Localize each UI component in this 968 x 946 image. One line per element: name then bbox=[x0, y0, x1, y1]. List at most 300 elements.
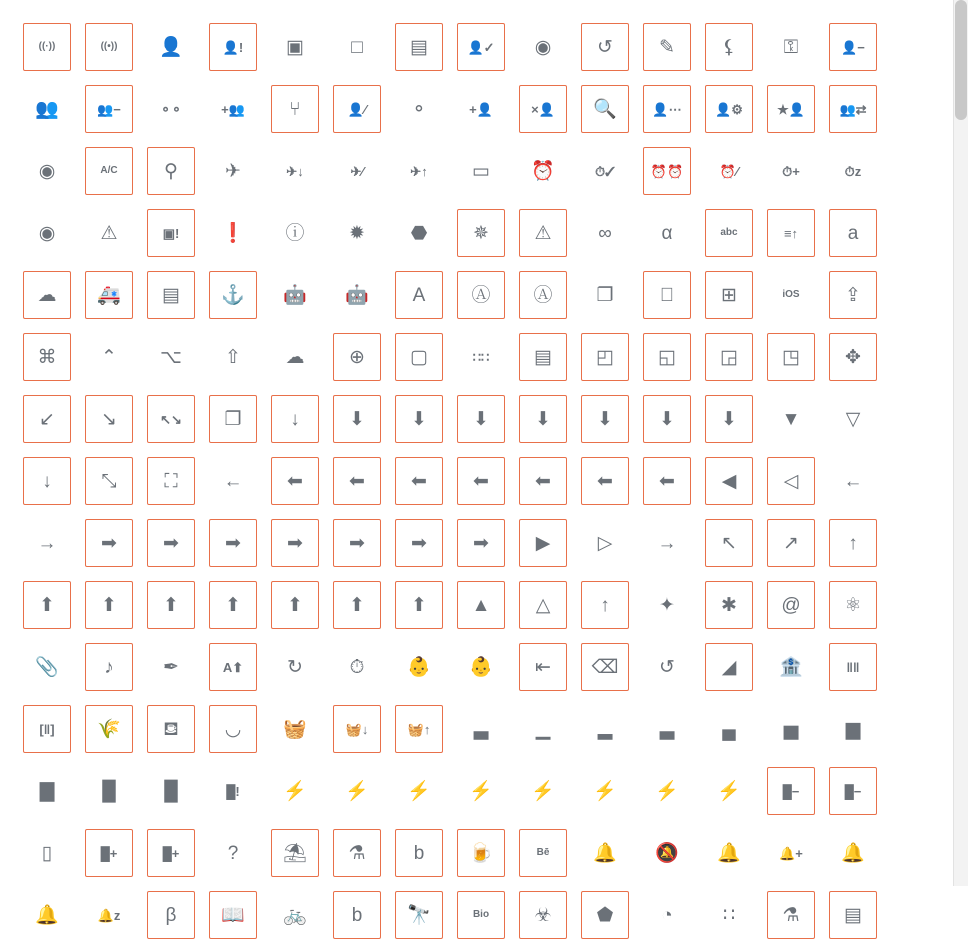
altimeter-icon[interactable] bbox=[767, 209, 815, 257]
arrow-left-drop-circle-icon[interactable] bbox=[705, 457, 753, 505]
bandcamp-icon-glyph: ◢ bbox=[721, 656, 737, 678]
arrow-down-bold-circle-outline-icon[interactable] bbox=[581, 395, 629, 443]
amazon-clouddrive-icon[interactable] bbox=[23, 271, 71, 319]
battery-unknown-icon[interactable] bbox=[209, 829, 257, 877]
black-mesa-icon[interactable] bbox=[643, 891, 691, 939]
bitbucket-icon[interactable] bbox=[581, 891, 629, 939]
arrow-up-box-icon-glyph: ⬆ bbox=[411, 594, 427, 616]
bell-off-icon[interactable] bbox=[643, 829, 691, 877]
access-point-icon-glyph: ((•)) bbox=[100, 41, 118, 52]
account-icon[interactable] bbox=[147, 23, 195, 71]
beta-icon-glyph: β bbox=[165, 904, 177, 926]
account-switch-icon-glyph: 👥⇄ bbox=[839, 101, 867, 117]
account-key-icon[interactable] bbox=[767, 23, 815, 71]
arrow-right-drop-circle-icon[interactable] bbox=[519, 519, 567, 567]
bing-icon[interactable] bbox=[333, 891, 381, 939]
arrow-right-icon[interactable] bbox=[23, 519, 71, 567]
ambulance-icon[interactable] bbox=[85, 271, 133, 319]
vertical-scrollbar[interactable] bbox=[953, 0, 968, 886]
arrow-top-right-icon-glyph: ↗ bbox=[783, 532, 799, 554]
atom-icon[interactable] bbox=[829, 581, 877, 629]
alert-box-icon[interactable] bbox=[147, 209, 195, 257]
battery-charging-60-icon[interactable] bbox=[581, 767, 629, 815]
account-convert-icon[interactable] bbox=[581, 23, 629, 71]
account-settings-variant-icon[interactable] bbox=[643, 85, 691, 133]
account-remove-icon[interactable] bbox=[519, 85, 567, 133]
behance-icon[interactable] bbox=[519, 829, 567, 877]
backup-restore-icon[interactable] bbox=[643, 643, 691, 691]
airplane-icon[interactable] bbox=[209, 147, 257, 195]
amplifier-icon[interactable] bbox=[147, 271, 195, 319]
all-inclusive-icon[interactable] bbox=[581, 209, 629, 257]
arrange-send-backward-icon[interactable] bbox=[705, 333, 753, 381]
arrow-left-drop-circle-icon-glyph: ◀ bbox=[721, 470, 737, 492]
alert-icon[interactable] bbox=[85, 209, 133, 257]
account-plus-icon-glyph: +👤 bbox=[469, 101, 493, 117]
arrow-down-bold-icon[interactable] bbox=[333, 395, 381, 443]
apple-keyboard-option-icon[interactable] bbox=[147, 333, 195, 381]
arrow-up-thick-icon[interactable] bbox=[581, 581, 629, 629]
attachment-icon[interactable] bbox=[23, 643, 71, 691]
account-group-icon[interactable] bbox=[705, 23, 753, 71]
account-switch-icon[interactable] bbox=[829, 85, 877, 133]
amazon-icon[interactable] bbox=[829, 209, 877, 257]
blinds-icon[interactable] bbox=[829, 891, 877, 939]
battery-70-icon[interactable] bbox=[23, 767, 71, 815]
battery-charging-20-icon[interactable] bbox=[395, 767, 443, 815]
album-icon-glyph: ◉ bbox=[38, 222, 56, 244]
basket-unfill-icon[interactable] bbox=[395, 705, 443, 753]
amazon-clouddrive-icon-glyph: ☁ bbox=[37, 284, 57, 306]
alarm-multiple-icon[interactable] bbox=[643, 147, 691, 195]
account-off-icon-glyph: 👤∕ bbox=[347, 101, 367, 117]
bell-ring-icon[interactable] bbox=[829, 829, 877, 877]
battery-90-icon-glyph: █ bbox=[164, 780, 178, 802]
arrow-down-drop-circle-icon[interactable] bbox=[767, 395, 815, 443]
account-group-icon-glyph: ⚸ bbox=[722, 36, 736, 58]
adjust-icon[interactable] bbox=[23, 147, 71, 195]
av-timer-icon[interactable] bbox=[333, 643, 381, 691]
apple-ios-icon[interactable] bbox=[705, 271, 753, 319]
battery-minus-icon[interactable] bbox=[767, 767, 815, 815]
bell-ring-icon-glyph: 🔔 bbox=[841, 842, 865, 864]
arrow-up-bold-circle-outline-icon-glyph: ⬆ bbox=[287, 594, 303, 616]
apple-finder-icon-glyph: ❐ bbox=[596, 284, 614, 306]
battery-outline-icon-glyph: ▯ bbox=[41, 842, 53, 864]
arrow-collapse-icon[interactable] bbox=[147, 395, 195, 443]
beta-icon[interactable] bbox=[147, 891, 195, 939]
barley-icon[interactable] bbox=[85, 705, 133, 753]
account-minus-icon[interactable] bbox=[829, 23, 877, 71]
anchor-icon[interactable] bbox=[209, 271, 257, 319]
arrow-down-bold-circle-icon-glyph: ⬇ bbox=[535, 408, 551, 430]
attachment-icon-glyph: 📎 bbox=[35, 656, 59, 678]
application-icon-glyph: ▢ bbox=[410, 346, 428, 368]
arrow-left-bold-icon[interactable] bbox=[271, 457, 319, 505]
airplane-icon-glyph: ✈ bbox=[225, 160, 241, 182]
arrow-left-bold-circle-icon[interactable] bbox=[457, 457, 505, 505]
alarm-multiple-icon-glyph: ⏰⏰ bbox=[650, 163, 684, 179]
auto-fix-icon[interactable] bbox=[147, 643, 195, 691]
application-icon[interactable] bbox=[395, 333, 443, 381]
beats-icon[interactable] bbox=[395, 829, 443, 877]
battery-10-icon[interactable] bbox=[519, 705, 567, 753]
battery-charging-100-icon[interactable] bbox=[333, 767, 381, 815]
account-alert-icon[interactable] bbox=[209, 23, 257, 71]
assistant-icon[interactable] bbox=[643, 581, 691, 629]
broadcast-tower-icon[interactable] bbox=[23, 23, 71, 71]
arrow-right-bold-hexagon-outline-icon[interactable] bbox=[395, 519, 443, 567]
apps-icon[interactable] bbox=[457, 333, 505, 381]
arrow-right-box-icon[interactable] bbox=[457, 519, 505, 567]
asterisk-icon[interactable] bbox=[705, 581, 753, 629]
arrow-up-thick-icon-glyph: ↑ bbox=[600, 594, 610, 616]
basecamp-icon[interactable] bbox=[209, 705, 257, 753]
backburger-icon[interactable] bbox=[519, 643, 567, 691]
bell-ring-outline-icon[interactable] bbox=[23, 891, 71, 939]
battery-40-icon[interactable] bbox=[705, 705, 753, 753]
battery-90-icon[interactable] bbox=[147, 767, 195, 815]
apple-keyboard-command-key-icon-glyph: ⌘ bbox=[37, 346, 57, 368]
av-timer-icon-glyph: ⏱ bbox=[349, 656, 365, 678]
basket-fill-icon-glyph: 🧺↓ bbox=[345, 721, 369, 737]
arrow-down-box-icon[interactable] bbox=[705, 395, 753, 443]
basket-icon[interactable] bbox=[271, 705, 319, 753]
arrow-right-bold-hexagon-outline-icon-glyph: ➡ bbox=[411, 532, 427, 554]
account-card-details-icon-glyph: ▤ bbox=[410, 36, 428, 58]
alpha-icon[interactable] bbox=[643, 209, 691, 257]
arrow-up-icon[interactable] bbox=[829, 519, 877, 567]
battery-charging-40-icon-glyph: ⚡ bbox=[531, 780, 555, 802]
battery-charging-90-icon[interactable] bbox=[705, 767, 753, 815]
arrow-left-icon-glyph: ← bbox=[223, 470, 243, 492]
battery-charging-30-icon[interactable] bbox=[457, 767, 505, 815]
account-off-icon[interactable] bbox=[333, 85, 381, 133]
alert-icon-glyph: ⚠ bbox=[100, 222, 118, 244]
arrow-down-bold-box-outline-icon[interactable] bbox=[457, 395, 505, 443]
battery-30-icon[interactable] bbox=[643, 705, 691, 753]
air-balloon-icon[interactable] bbox=[147, 147, 195, 195]
arrow-top-left-icon-glyph: ↖ bbox=[721, 532, 737, 554]
animation-icon[interactable] bbox=[519, 271, 567, 319]
battery-alert-icon[interactable] bbox=[209, 767, 257, 815]
account-star-icon[interactable] bbox=[767, 85, 815, 133]
arrow-down-icon[interactable] bbox=[271, 395, 319, 443]
auto-upload-icon[interactable] bbox=[209, 643, 257, 691]
audiobook-icon[interactable] bbox=[85, 643, 133, 691]
basecamp-icon-glyph: ◡ bbox=[224, 718, 242, 740]
apple-icloud-icon[interactable] bbox=[271, 333, 319, 381]
airplane-takeoff-icon[interactable] bbox=[395, 147, 443, 195]
barrel-icon[interactable] bbox=[147, 705, 195, 753]
bell-icon[interactable] bbox=[581, 829, 629, 877]
account-outline-icon[interactable] bbox=[395, 85, 443, 133]
airplay-icon[interactable] bbox=[457, 147, 505, 195]
arrow-expand-all-icon[interactable] bbox=[147, 457, 195, 505]
battery-unknown-icon-glyph: ? bbox=[227, 842, 239, 864]
arrow-left-box-icon[interactable] bbox=[643, 457, 691, 505]
arrow-down-bold-circle-icon[interactable] bbox=[519, 395, 567, 443]
arrow-left-bold-box-outline-icon-glyph: ⬅ bbox=[411, 470, 427, 492]
arrow-right-bold-circle-outline-icon[interactable] bbox=[333, 519, 381, 567]
at-icon[interactable] bbox=[767, 581, 815, 629]
access-point-icon[interactable] bbox=[85, 23, 133, 71]
battery-80-icon-glyph: █ bbox=[102, 780, 116, 802]
arrow-expand-icon-glyph: ⤡ bbox=[101, 470, 117, 492]
bio-icon[interactable] bbox=[457, 891, 505, 939]
arrow-collapse-icon-glyph: ↖↘ bbox=[160, 411, 182, 427]
arrow-right-bold-circle-outline-icon-glyph: ➡ bbox=[349, 532, 365, 554]
bible-icon[interactable] bbox=[209, 891, 257, 939]
baby-icon[interactable] bbox=[395, 643, 443, 691]
arrange-bring-forward-icon[interactable] bbox=[581, 333, 629, 381]
battery-outline-icon[interactable] bbox=[23, 829, 71, 877]
airplane-takeoff-icon-glyph: ✈↑ bbox=[410, 163, 428, 179]
bandcamp-icon[interactable] bbox=[705, 643, 753, 691]
alarm-off-icon[interactable] bbox=[705, 147, 753, 195]
account-multiple-outline-icon[interactable] bbox=[147, 85, 195, 133]
bike-icon-glyph: 🚲 bbox=[283, 904, 307, 926]
apple-finder-icon[interactable] bbox=[581, 271, 629, 319]
broadcast-tower-icon-glyph: ((·)) bbox=[38, 41, 56, 52]
beaker-icon[interactable] bbox=[333, 829, 381, 877]
account-circle-icon[interactable] bbox=[519, 23, 567, 71]
alarm-plus-icon[interactable] bbox=[767, 147, 815, 195]
barcode-icon[interactable] bbox=[829, 643, 877, 691]
battery-80-icon[interactable] bbox=[85, 767, 133, 815]
android-icon[interactable] bbox=[271, 271, 319, 319]
arrow-left-bold-hexagon-outline-icon[interactable] bbox=[581, 457, 629, 505]
arrow-expand-icon[interactable] bbox=[85, 457, 133, 505]
arrow-up-bold-box-outline-icon[interactable] bbox=[147, 581, 195, 629]
arrow-up-box-icon[interactable] bbox=[395, 581, 443, 629]
account-convert-icon-glyph: ↺ bbox=[597, 36, 613, 58]
arrow-bottom-right-icon[interactable] bbox=[85, 395, 133, 443]
alphabetical-icon[interactable] bbox=[705, 209, 753, 257]
beach-icon[interactable] bbox=[271, 829, 319, 877]
arrow-up-bold-box-icon[interactable] bbox=[85, 581, 133, 629]
arrow-down-bold-box-icon[interactable] bbox=[395, 395, 443, 443]
beats-icon-glyph: b bbox=[413, 842, 425, 864]
arrange-bring-to-front-icon[interactable] bbox=[643, 333, 691, 381]
account-circle-icon-glyph: ◉ bbox=[534, 36, 552, 58]
battery-charging-100-icon-glyph: ⚡ bbox=[345, 780, 369, 802]
battery-positive-icon[interactable] bbox=[147, 829, 195, 877]
battery-icon-glyph: ▃ bbox=[473, 718, 489, 740]
backspace-icon[interactable] bbox=[581, 643, 629, 691]
account-card-details-icon[interactable] bbox=[395, 23, 443, 71]
barcode-scan-icon[interactable] bbox=[23, 705, 71, 753]
arrow-left-bold-box-outline-icon[interactable] bbox=[395, 457, 443, 505]
arrow-right-bold-circle-icon[interactable] bbox=[271, 519, 319, 567]
beer-icon-glyph: 🍺 bbox=[469, 842, 493, 864]
apple-keyboard-command-key-icon[interactable] bbox=[23, 333, 71, 381]
autorenew-icon[interactable] bbox=[271, 643, 319, 691]
alert-circle-icon[interactable] bbox=[209, 209, 257, 257]
scrollbar-thumb[interactable] bbox=[955, 0, 967, 120]
blender-icon[interactable] bbox=[767, 891, 815, 939]
arrow-up-bold-circle-icon[interactable] bbox=[209, 581, 257, 629]
bank-icon[interactable] bbox=[767, 643, 815, 691]
arrow-left-bold-circle-outline-icon[interactable] bbox=[519, 457, 567, 505]
alert-circle-outline-icon[interactable] bbox=[271, 209, 319, 257]
arrow-left-thick-icon[interactable] bbox=[829, 457, 877, 505]
arrow-left-icon[interactable] bbox=[209, 457, 257, 505]
battery-40-icon-glyph: ▄ bbox=[722, 718, 736, 740]
arrow-top-left-icon[interactable] bbox=[705, 519, 753, 567]
alarm-check-icon[interactable] bbox=[581, 147, 629, 195]
battery-plus-icon-glyph: █+ bbox=[100, 845, 118, 861]
arrow-down-icon-glyph: ↓ bbox=[290, 408, 300, 430]
apple-keyboard-caps-icon-glyph: ⇪ bbox=[845, 284, 861, 306]
bell-sleep-icon[interactable] bbox=[85, 891, 133, 939]
arrow-collapse-all-icon-glyph: ❐ bbox=[224, 408, 242, 430]
android-studio-icon-glyph: A bbox=[412, 284, 426, 306]
arrow-left-bold-circle-outline-icon-glyph: ⬅ bbox=[535, 470, 551, 492]
bike-icon[interactable] bbox=[271, 891, 319, 939]
arrow-down-bold-icon-glyph: ⬇ bbox=[349, 408, 365, 430]
battery-negative-icon[interactable] bbox=[829, 767, 877, 815]
apple-keyboard-shift-icon[interactable] bbox=[209, 333, 257, 381]
alert-box-icon-glyph: ▣! bbox=[162, 225, 180, 241]
battery-60-icon[interactable] bbox=[829, 705, 877, 753]
arrow-up-drop-circle-outline-icon[interactable] bbox=[519, 581, 567, 629]
arrow-left-bold-icon-glyph: ⬅ bbox=[287, 470, 303, 492]
battery-icon[interactable] bbox=[457, 705, 505, 753]
arrow-right-bold-box-outline-icon[interactable] bbox=[209, 519, 257, 567]
arrange-send-to-back-icon[interactable] bbox=[767, 333, 815, 381]
air-conditioner-icon[interactable] bbox=[85, 147, 133, 195]
arrow-all-icon[interactable] bbox=[829, 333, 877, 381]
animation-icon-glyph: Ⓐ bbox=[533, 284, 553, 306]
arrow-up-bold-circle-outline-icon[interactable] bbox=[271, 581, 319, 629]
account-settings-icon[interactable] bbox=[705, 85, 753, 133]
arrow-left-drop-circle-outline-icon[interactable] bbox=[767, 457, 815, 505]
bell-plus-icon[interactable] bbox=[767, 829, 815, 877]
arrow-down-thick-icon[interactable] bbox=[23, 457, 71, 505]
alert-decagram-icon-glyph: ✹ bbox=[349, 222, 365, 244]
account-network-icon[interactable] bbox=[271, 85, 319, 133]
account-box-icon[interactable] bbox=[271, 23, 319, 71]
account-check-icon-glyph: 👤✓ bbox=[467, 39, 495, 55]
alert-octagon-icon[interactable] bbox=[395, 209, 443, 257]
arrow-up-bold-icon[interactable] bbox=[23, 581, 71, 629]
account-remove-icon-glyph: ×👤 bbox=[531, 101, 555, 117]
apple-keyboard-control-icon[interactable] bbox=[85, 333, 133, 381]
arrow-up-drop-circle-icon[interactable] bbox=[457, 581, 505, 629]
alert-octagram-icon[interactable] bbox=[457, 209, 505, 257]
arrow-down-bold-hexagon-outline-icon[interactable] bbox=[643, 395, 691, 443]
amplifier-icon-glyph: ▤ bbox=[162, 284, 180, 306]
apple-icon[interactable] bbox=[643, 271, 691, 319]
arrow-down-drop-circle-outline-icon-glyph: ▽ bbox=[845, 408, 861, 430]
arrow-collapse-all-icon[interactable] bbox=[209, 395, 257, 443]
account-edit-icon[interactable] bbox=[643, 23, 691, 71]
alert-decagram-icon[interactable] bbox=[333, 209, 381, 257]
account-search-icon[interactable] bbox=[581, 85, 629, 133]
arrange-bring-forward-icon-glyph: ◰ bbox=[596, 346, 614, 368]
arrow-right-bold-box-icon[interactable] bbox=[147, 519, 195, 567]
baby-buggy-icon-glyph: 👶 bbox=[469, 656, 493, 678]
basket-fill-icon[interactable] bbox=[333, 705, 381, 753]
apple-ios-label-icon-glyph: iOS bbox=[782, 289, 800, 300]
battery-charging-icon[interactable] bbox=[271, 767, 319, 815]
alert-outline-icon[interactable] bbox=[519, 209, 567, 257]
apple-keyboard-caps-icon[interactable] bbox=[829, 271, 877, 319]
beaker-icon-glyph: ⚗ bbox=[348, 842, 366, 864]
bitbucket-icon-glyph: ⬟ bbox=[596, 904, 614, 926]
auto-fix-icon-glyph: ✒ bbox=[163, 656, 179, 678]
battery-20-icon[interactable] bbox=[581, 705, 629, 753]
biohazard-icon[interactable] bbox=[519, 891, 567, 939]
arrow-down-drop-circle-outline-icon[interactable] bbox=[829, 395, 877, 443]
account-box-outline-icon[interactable] bbox=[333, 23, 381, 71]
account-multiple-plus-icon[interactable] bbox=[209, 85, 257, 133]
binoculars-icon[interactable] bbox=[395, 891, 443, 939]
barcode-scan-icon-glyph: [‖] bbox=[39, 721, 55, 737]
account-multiple-minus-icon[interactable] bbox=[85, 85, 133, 133]
account-plus-icon[interactable] bbox=[457, 85, 505, 133]
battery-10-icon-glyph: ▁ bbox=[535, 718, 551, 740]
arrow-right-thick-icon[interactable] bbox=[643, 519, 691, 567]
beer-icon[interactable] bbox=[457, 829, 505, 877]
airplane-landing-icon[interactable] bbox=[271, 147, 319, 195]
bell-outline-icon[interactable] bbox=[705, 829, 753, 877]
battery-20-icon-glyph: ▂ bbox=[597, 718, 613, 740]
alphabetical-icon-glyph: abc bbox=[720, 227, 738, 238]
alarm-icon[interactable] bbox=[519, 147, 567, 195]
apple-safari-icon[interactable] bbox=[333, 333, 381, 381]
archive-icon[interactable] bbox=[519, 333, 567, 381]
account-settings-variant-icon-glyph: 👤⋯ bbox=[652, 101, 682, 117]
battery-charging-30-icon-glyph: ⚡ bbox=[469, 780, 493, 802]
apple-ios-label-icon[interactable] bbox=[767, 271, 815, 319]
battery-60-icon-glyph: ▆ bbox=[845, 718, 861, 740]
arrow-up-bold-hexagon-outline-icon[interactable] bbox=[333, 581, 381, 629]
arrow-left-bold-circle-icon-glyph: ⬅ bbox=[473, 470, 489, 492]
battery-minus-icon-glyph: █− bbox=[782, 783, 800, 799]
arrow-bottom-left-icon[interactable] bbox=[23, 395, 71, 443]
binoculars-icon-glyph: 🔭 bbox=[407, 904, 431, 926]
arrow-right-drop-circle-outline-icon[interactable] bbox=[581, 519, 629, 567]
android-debug-bridge-icon[interactable] bbox=[333, 271, 381, 319]
android-studio-icon[interactable] bbox=[395, 271, 443, 319]
battery-plus-icon[interactable] bbox=[85, 829, 133, 877]
arrow-right-drop-circle-outline-icon-glyph: ▷ bbox=[597, 532, 613, 554]
baby-buggy-icon[interactable] bbox=[457, 643, 505, 691]
assistant-icon-glyph: ✦ bbox=[659, 594, 675, 616]
arrow-right-bold-icon[interactable] bbox=[85, 519, 133, 567]
arrow-left-bold-box-icon[interactable] bbox=[333, 457, 381, 505]
blackberry-icon[interactable] bbox=[705, 891, 753, 939]
arrange-send-to-back-icon-glyph: ◳ bbox=[782, 346, 800, 368]
album-icon[interactable] bbox=[23, 209, 71, 257]
arrow-left-bold-box-icon-glyph: ⬅ bbox=[349, 470, 365, 492]
alarm-snooze-icon[interactable] bbox=[829, 147, 877, 195]
account-multiple-icon-glyph: 👥 bbox=[35, 98, 59, 120]
battery-alert-icon-glyph: █! bbox=[226, 783, 240, 799]
account-check-icon[interactable] bbox=[457, 23, 505, 71]
battery-charging-40-icon[interactable] bbox=[519, 767, 567, 815]
airplane-off-icon[interactable] bbox=[333, 147, 381, 195]
backspace-icon-glyph: ⌫ bbox=[591, 656, 619, 678]
arrow-top-right-icon[interactable] bbox=[767, 519, 815, 567]
apple-keyboard-shift-icon-glyph: ⇧ bbox=[225, 346, 241, 368]
apple-keyboard-command-icon[interactable] bbox=[457, 271, 505, 319]
battery-charging-80-icon[interactable] bbox=[643, 767, 691, 815]
battery-50-icon[interactable] bbox=[767, 705, 815, 753]
account-multiple-icon[interactable] bbox=[23, 85, 71, 133]
